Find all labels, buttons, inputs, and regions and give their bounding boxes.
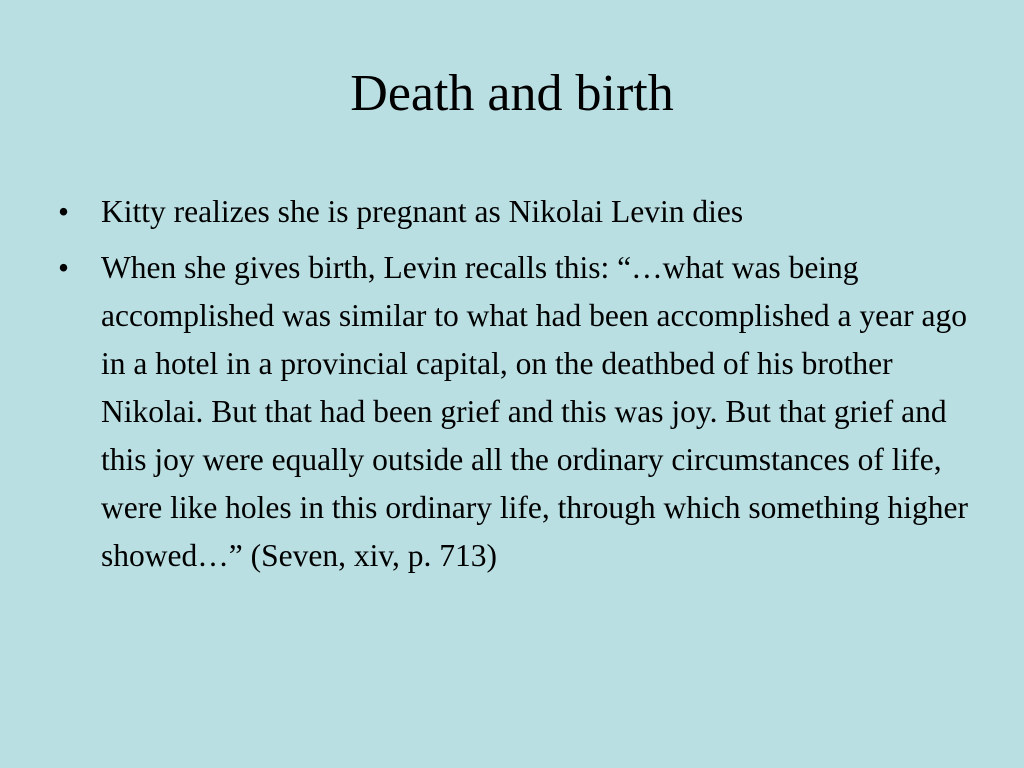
bullet-item bbox=[56, 188, 986, 236]
bullet-list bbox=[56, 188, 986, 588]
bullet-icon: • bbox=[58, 250, 70, 285]
bullet-icon: • bbox=[58, 194, 70, 229]
slide-title: Death and birth bbox=[350, 65, 674, 122]
bullet-text: When she gives birth, Levin recalls this: “…what was being accomplished was similar to what had been accomplished a year ago in a hotel in a provincial capital, on the deathbed of his brother Nikolai. But that had been grief and this was joy. But that grief and this joy were equally outside all the ordinary circumstances of life, were like holes in this ordinary life, through which something higher showed…” (Seven, xiv, p. 713) bbox=[101, 250, 968, 573]
bullet-item bbox=[56, 244, 986, 580]
bullet-text: Kitty realizes she is pregnant as Nikolai Levin dies bbox=[101, 194, 744, 229]
